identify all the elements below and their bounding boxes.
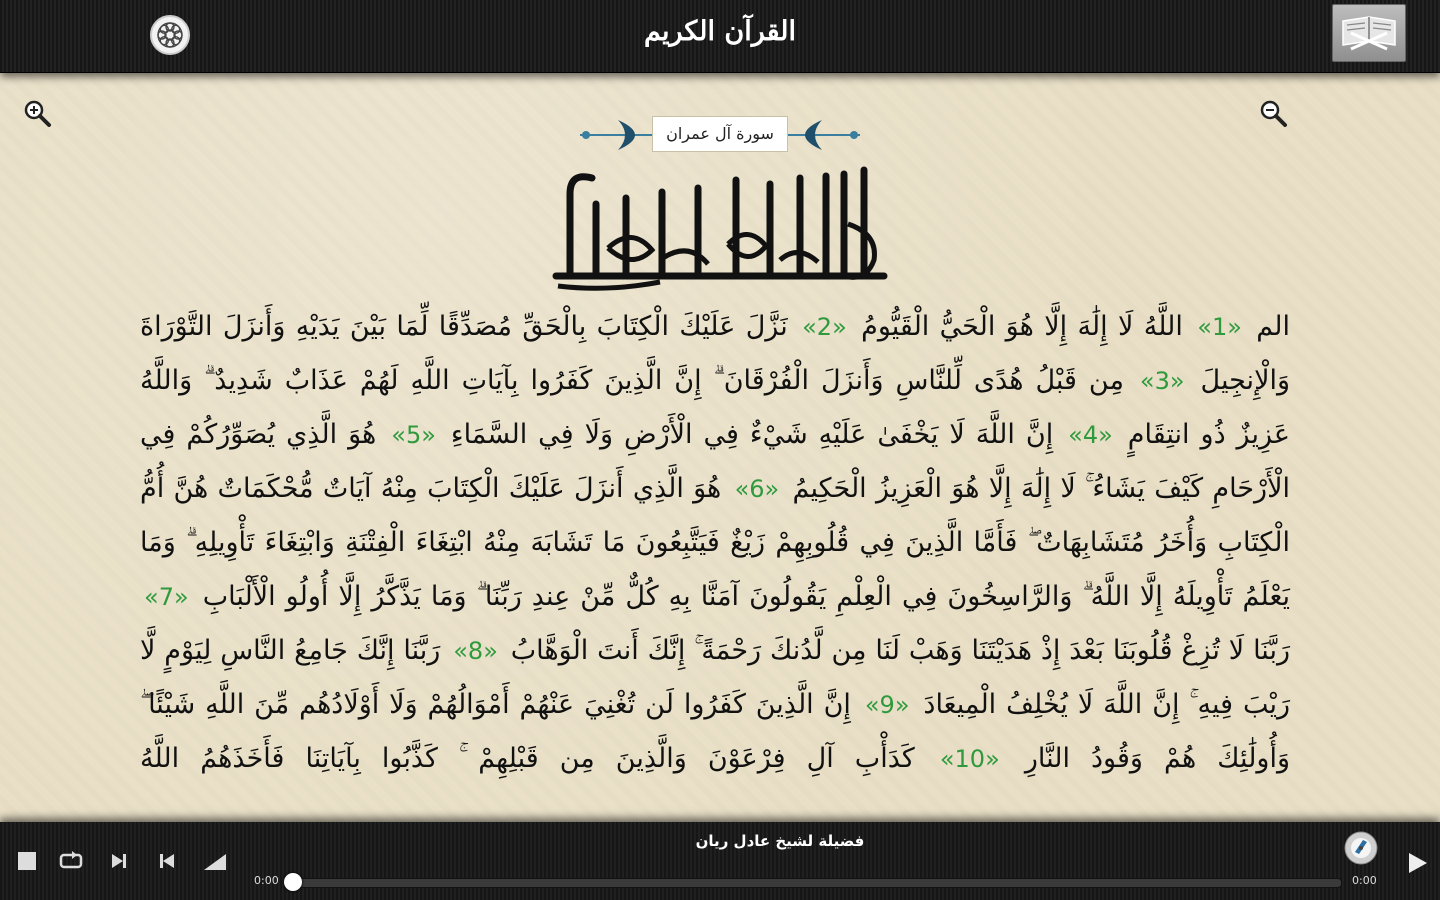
verse-text[interactable]: نَزَّلَ عَلَيْكَ الْكِتَابَ بِالْحَقِّ مُصَدِّقًا لِّمَا بَيْنَ يَدَيْهِ وَأَنزَلَ التَّوْرَاةَ وَالْإِنجِيلَ [140,311,1291,396]
verse-text[interactable]: مِن قَبْلُ هُدًى لِّلنَّاسِ وَأَنزَلَ الْفُرْقَانَ ۗ إِنَّ الَّذِينَ كَفَرُوا بِآيَاتِ اللَّهِ لَهُمْ عَذَابٌ شَدِيدٌ ۗ وَاللَّهُ عَزِيزٌ ذُو انتِقَامٍ [140,365,1290,450]
surah-header [578,112,862,158]
basmala-calligraphy [548,164,892,294]
verse-text[interactable]: هُوَ الَّذِي يُصَوِّرُكُمْ فِي الْأَرْحَامِ كَيْفَ يَشَاءُ ۚ لَا إِلَٰهَ إِلَّا هُوَ الْعَزِيزُ الْحَكِيمُ [140,419,1290,504]
reciter-disc-icon[interactable] [1343,830,1379,866]
skip-previous-icon[interactable] [154,850,180,872]
progress-bar[interactable] [290,878,1342,888]
volume-icon[interactable] [202,850,228,872]
top-bar [0,0,1440,73]
ayah-number-marker: «10» [939,745,1000,773]
ayah-number-marker: «8» [453,637,498,665]
ayah-number-marker: «1» [1197,313,1242,341]
zoom-out-icon[interactable] [1258,98,1288,128]
ayah-number-marker: «9» [864,691,910,719]
progress-thumb[interactable] [284,873,302,891]
repeat-icon[interactable] [58,850,84,872]
play-icon[interactable] [1404,850,1430,876]
verse-text[interactable]: الم [1245,311,1290,342]
verse-text[interactable]: رَبَّنَا إِنَّكَ جَامِعُ النَّاسِ لِيَوْمٍ لَّا رَيْبَ فِيهِ ۚ إِنَّ اللَّهَ لَا يُخْلِفُ الْمِيعَادَ [140,635,1291,720]
verse-text[interactable]: رَبَّنَا لَا تُزِغْ قُلُوبَنَا بَعْدَ إِذْ هَدَيْتَنَا وَهَبْ لَنَا مِن لَّدُنكَ رَحْمَةً ۚ إِنَّكَ أَنتَ الْوَهَّابُ [501,635,1291,666]
ayah-number-marker: «3» [1139,367,1185,395]
quran-book-icon[interactable] [1332,4,1406,62]
ayah-number-marker: «4» [1068,421,1113,449]
verses-text [140,300,1290,822]
stop-icon[interactable] [14,850,40,872]
ayah-number-marker: «5» [391,421,436,449]
audio-player [0,822,1440,900]
verse-text[interactable]: اللَّهُ لَا إِلَٰهَ إِلَّا هُوَ الْحَيُّ الْقَيُّومُ [850,311,1183,342]
ayah-number-marker: «6» [734,475,780,503]
total-time: 0:00 [1352,874,1377,887]
app-title: القرآن الكريم [643,16,797,47]
ayah-number-marker: «2» [802,313,847,341]
verse-text[interactable]: هُوَ الَّذِي أَنزَلَ عَلَيْكَ الْكِتَابَ مِنْهُ آيَاتٌ مُّحْكَمَاتٌ هُنَّ أُمُّ الْكِتَابِ وَأُخَرُ مُتَشَابِهَاتٌ ۖ فَأَمَّا الَّذِينَ فِي قُلُوبِهِمْ زَيْغٌ فَيَتَّبِعُونَ مَا تَشَابَهَ مِنْهُ ابْتِغَاءَ الْفِتْنَةِ وَابْتِغَاءَ تَأْوِيلِهِ ۗ وَمَا يَعْلَمُ تَأْوِيلَهُ إِلَّا اللَّهُ ۗ وَالرَّاسِخُونَ فِي الْعِلْمِ يَقُولُونَ آمَنَّا بِهِ كُلٌّ مِّنْ عِندِ رَبِّنَا ۗ وَمَا يَذَّكَّرُ إِلَّا أُولُو الْأَلْبَابِ [140,473,1290,612]
mushaf-page [0,72,1440,822]
skip-next-icon[interactable] [106,850,132,872]
elapsed-time: 0:00 [254,874,279,887]
ayah-number-marker: «7» [144,583,189,611]
zoom-in-icon[interactable] [22,98,52,128]
reciter-name: فضيلة لشيخ عادل ريان [695,832,865,850]
verse-text[interactable]: إِنَّ الَّذِينَ كَفَرُوا لَن تُغْنِيَ عَنْهُمْ أَمْوَالُهُمْ وَلَا أَوْلَادُهُم مِّنَ اللَّهِ شَيْئًا ۖ وَأُولَٰئِكَ هُمْ وَقُودُ النَّارِ [140,689,1290,774]
verse-text[interactable]: إِنَّ اللَّهَ لَا يَخْفَىٰ عَلَيْهِ شَيْءٌ فِي الْأَرْضِ وَلَا فِي السَّمَاءِ [439,419,1054,450]
verse-text[interactable]: كَدَأْبِ آلِ فِرْعَوْنَ وَالَّذِينَ مِن قَبْلِهِمْ ۚ كَذَّبُوا بِآيَاتِنَا فَأَخَذَهُمُ اللَّهُ [140,743,915,774]
surah-name: سورة آل عمران [652,116,788,152]
